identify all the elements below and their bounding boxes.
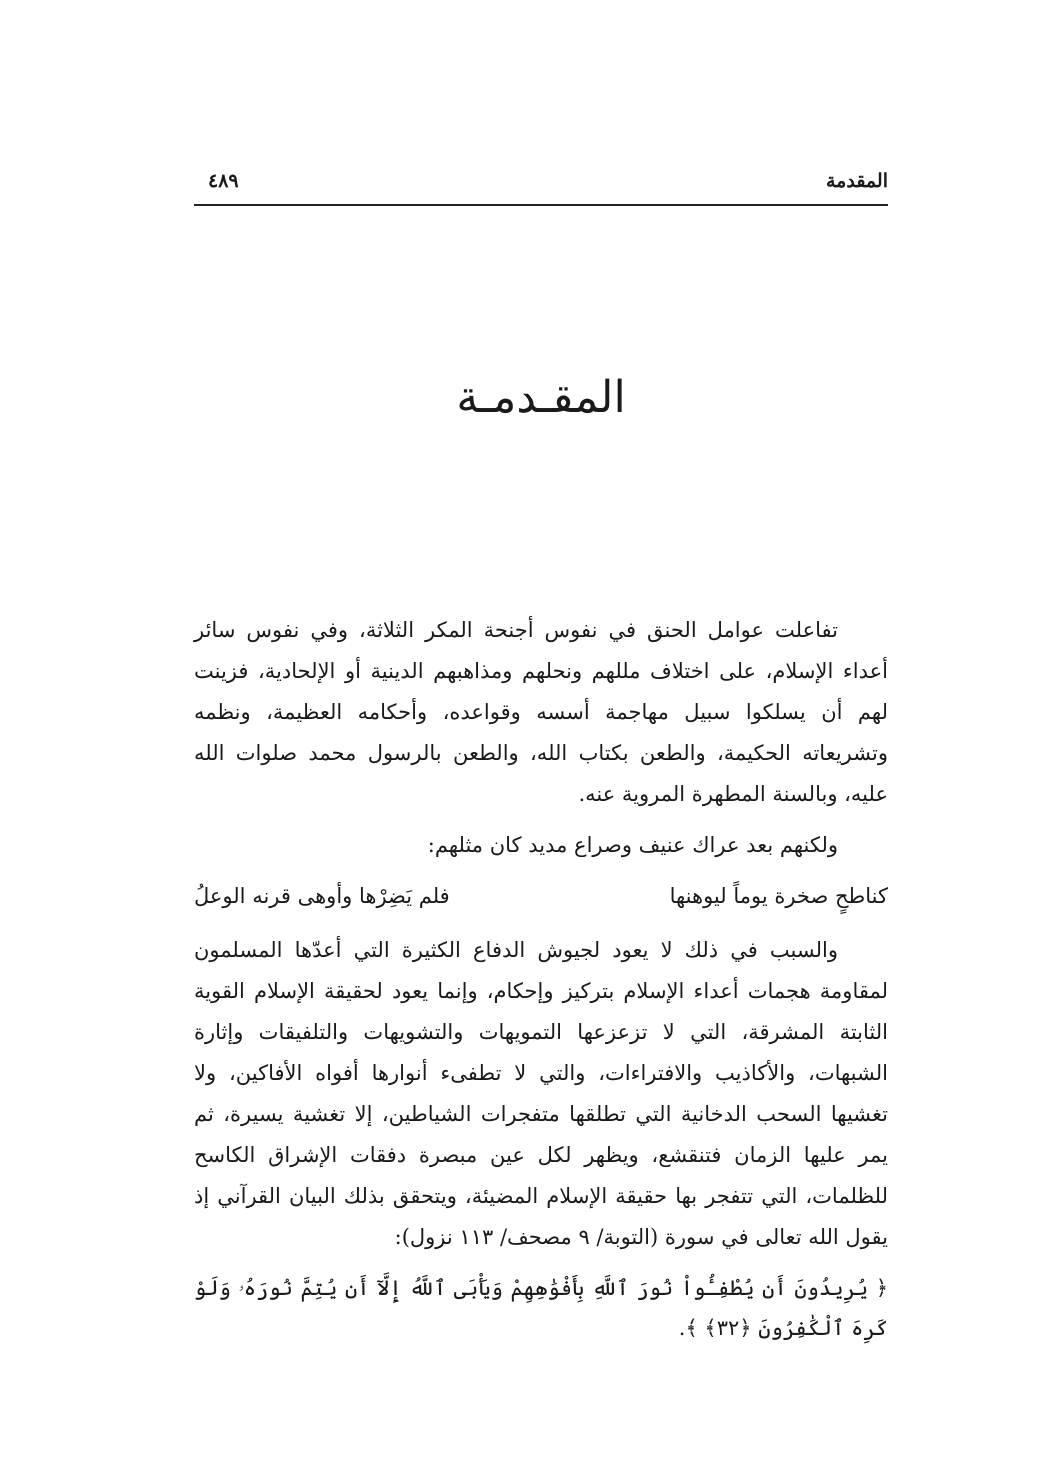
poetry-verse	[194, 876, 888, 916]
chapter-title: المقـدمـة	[456, 372, 626, 423]
paragraph-1: تفاعلت عوامل الحنق في نفوس أجنحة المكر الثلاثة، وفي نفوس سائر أعداء الإسلام، على اختلاف مللهم ونحلهم ومذاهبهم الدينية أو الإلحادية، فزينت لهم أن يسلكوا سبيل مهاجمة أسسه وقواعده، وأحكامه العظيمة، ونظمه وتشريعاته الحكيمة، والطعن بكتاب الله، والطعن بالرسول محمد صلوات الله عليه، وبالسنة المطهرة المروية عنه.	[194, 618, 888, 806]
verse-first-hemistich: كناطحٍ صخرة يوماً ليوهنها	[669, 884, 888, 908]
running-title: المقدمة	[825, 170, 888, 192]
paragraph-2: ولكنهم بعد عراك عنيف وصراع مديد كان مثلهم:	[427, 833, 838, 857]
page-header	[194, 168, 888, 206]
paragraph-3: والسبب في ذلك لا يعود لجيوش الدفاع الكثيرة التي أعدّها المسلمون لمقاومة هجمات أعداء الإسلام بتركيز وإحكام، وإنما يعود لحقيقة الإسلام القوية الثابتة المشرقة، التي لا تزعزعها التمويهات والتشويهات والتلفيقات وإثارة الشبهات، والأكاذيب والافتراءات، والتي لا تطفىء أنوارها أفواه الأفاكين، ولا تغشيها السحب الدخانية التي تطلقها متفجرات الشياطين، إلا تغشية يسيرة، ثم يمر عليها الزمان فتنقشع، ويظهر لكل عين مبصرة دفقات الإشراق الكاسح للظلمات، التي تتفجر بها حقيقة الإسلام المضيئة، ويتحقق بذلك البيان القرآني إذ يقول الله تعالى في سورة (التوبة/ ٩ مصحف/ ١١٣ نزول):	[194, 938, 888, 1249]
quran-quote: ﴿ يُرِيدُونَ أَن يُطْفِـُٔواْ نُورَ ٱللَّهِ بِأَفْوَٰهِهِمْ وَيَأْبَى ٱللَّهُ إِلَّآ أَن يُتِمَّ نُورَهُۥ وَلَوْ كَرِهَ ٱلْكَٰفِرُونَ ﴿٣٢﴾ ﴾.	[194, 1276, 888, 1340]
body-text	[194, 610, 888, 1348]
verse-second-hemistich: فلم يَضِرْها وأوهى قرنه الوعلُ	[194, 884, 450, 908]
page-number: ٤٨٩	[208, 170, 239, 192]
